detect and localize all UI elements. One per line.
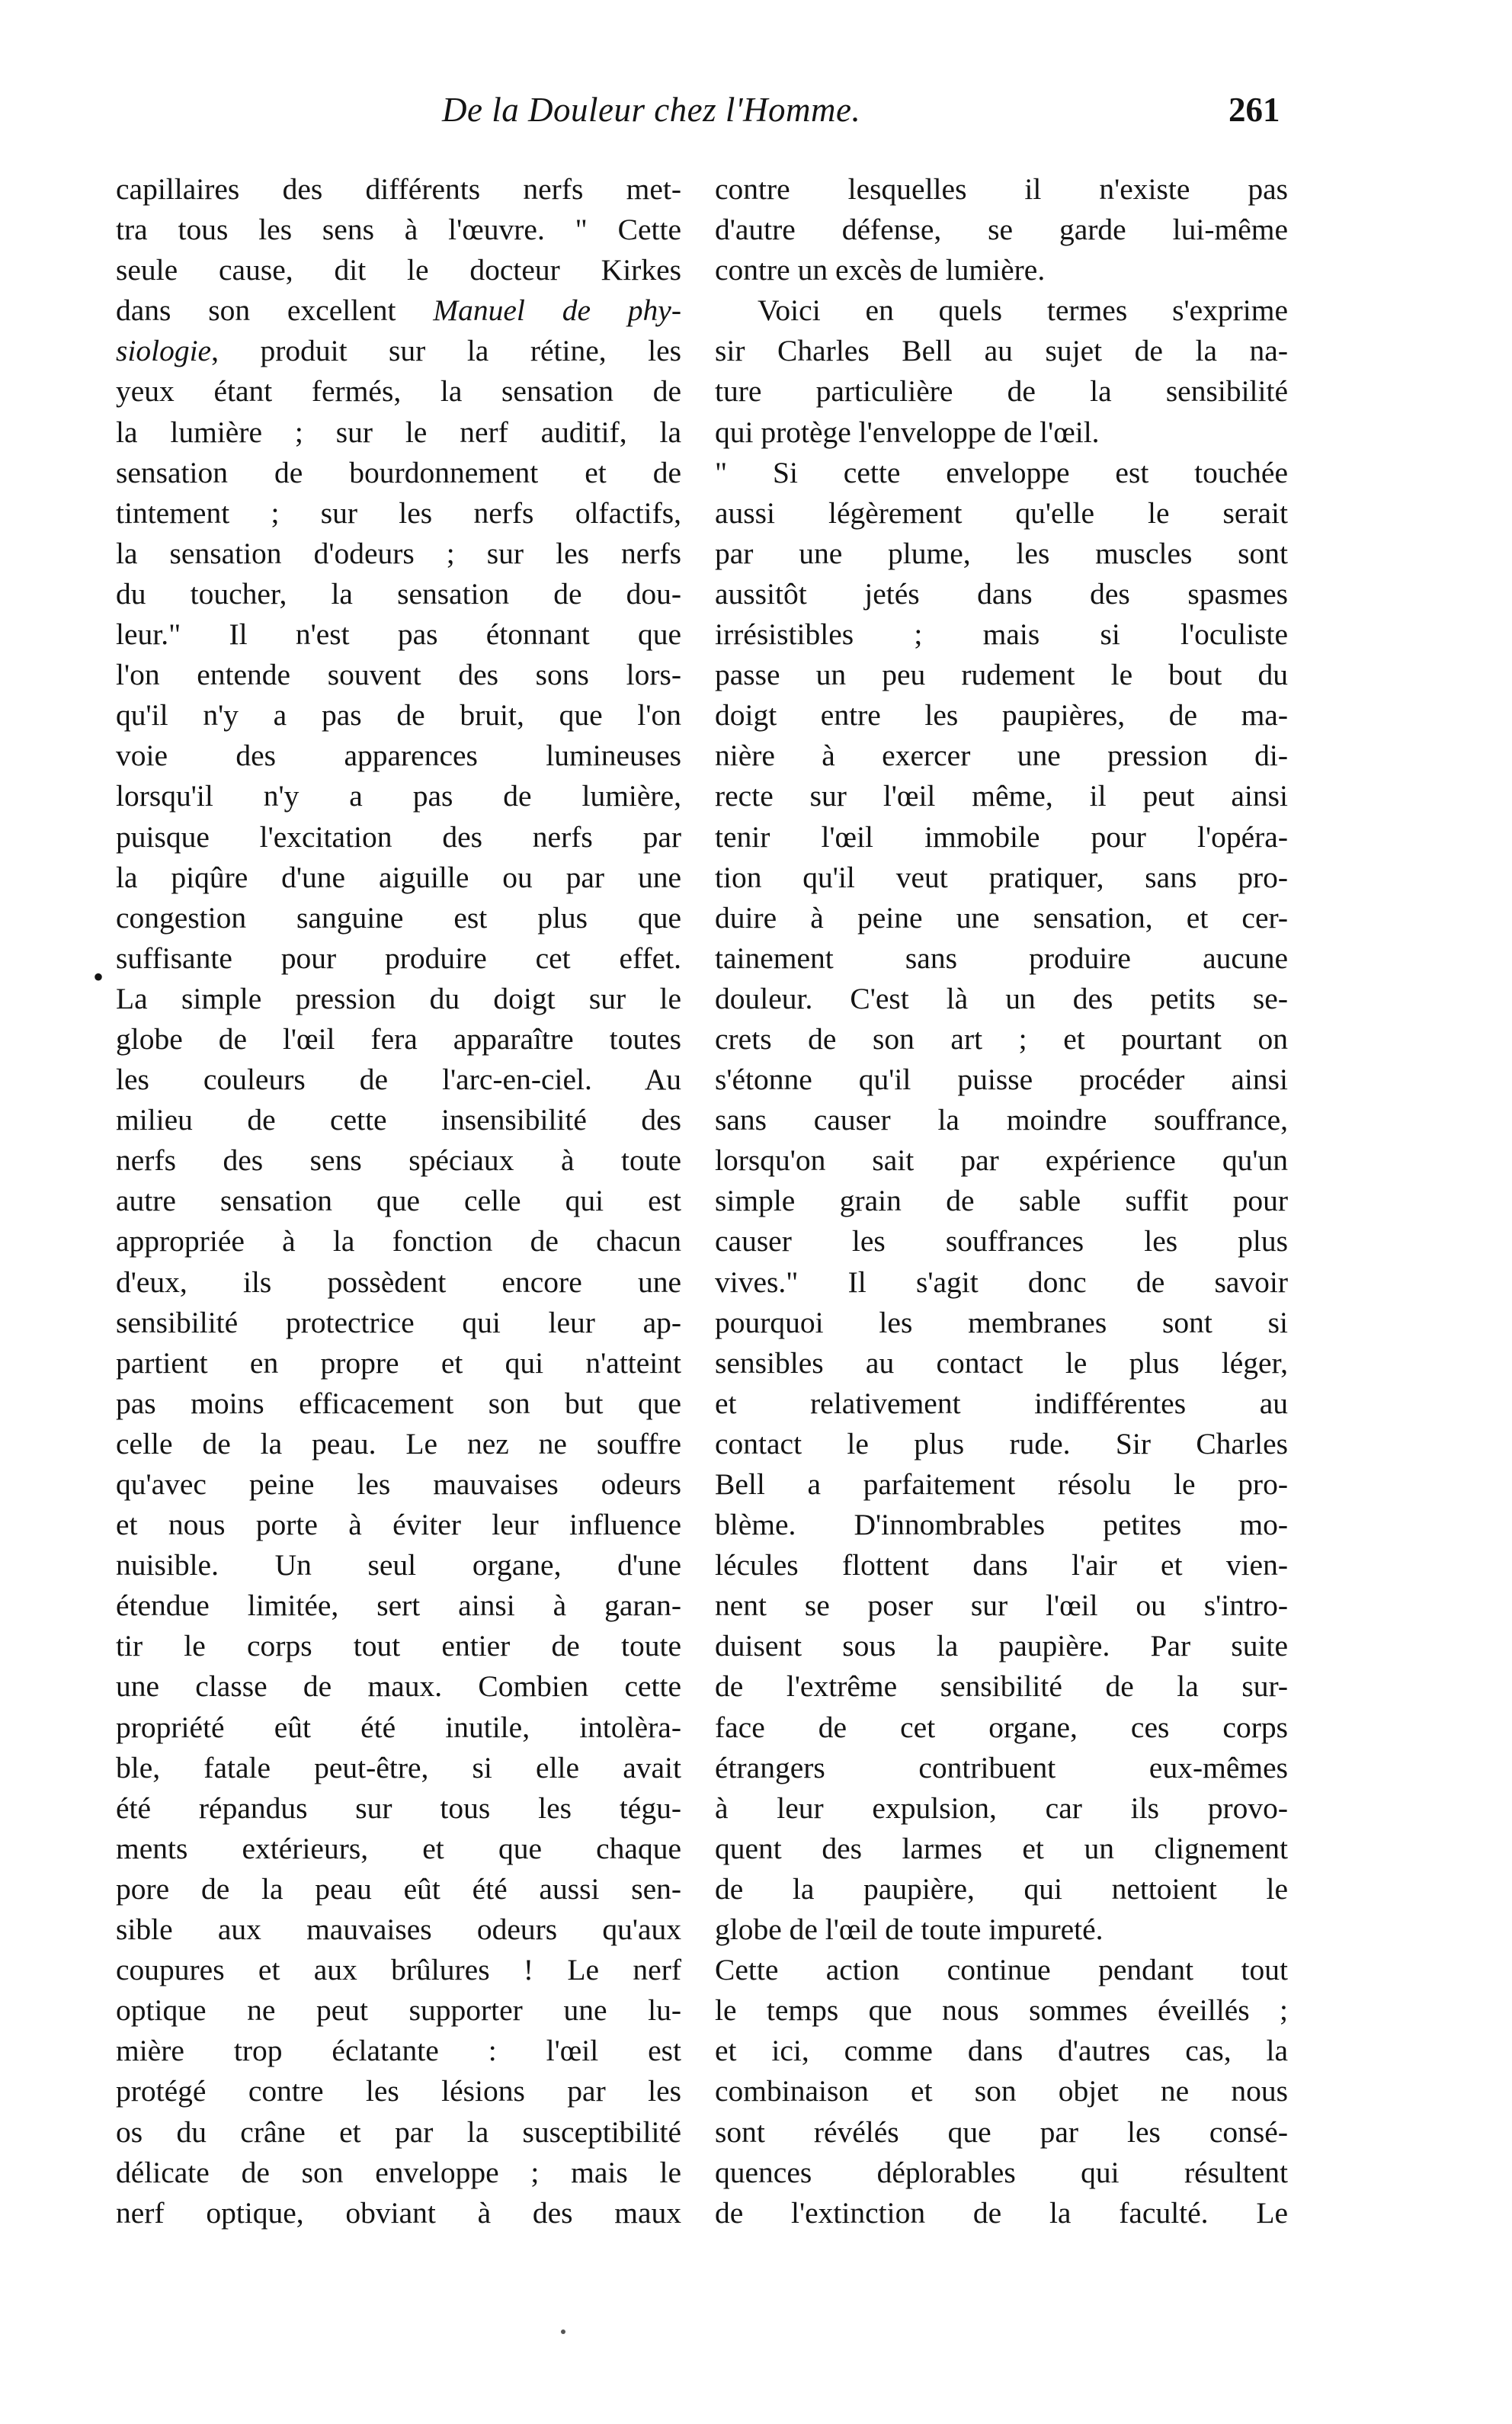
text-line: Cette action continue pendant tout — [715, 1953, 1288, 1987]
text-line: étendue limitée, sert ainsi à garan- — [116, 1589, 681, 1623]
text-line: nière à exercer une pression di- — [715, 739, 1288, 773]
text-line: nent se poser sur l'œil ou s'intro- — [715, 1589, 1288, 1623]
text-line: recte sur l'œil même, il peut ainsi — [715, 779, 1288, 813]
text-line — [116, 290, 681, 331]
text-run: dans son excellent — [116, 293, 434, 328]
text-line: une classe de maux. Combien cette — [116, 1669, 681, 1704]
text-line: globe de l'œil de toute impureté. — [715, 1913, 1104, 1947]
text-line: et nous porte à éviter leur influence — [116, 1508, 681, 1542]
text-line: duisent sous la paupière. Par suite — [715, 1629, 1288, 1663]
text-line: vives." Il s'agit donc de savoir — [715, 1265, 1288, 1299]
text-line: mière trop éclatante : l'œil est — [116, 2034, 681, 2068]
text-line: coupures et aux brûlures ! Le nerf — [116, 1953, 681, 1987]
text-line: contact le plus rude. Sir Charles — [715, 1426, 1288, 1460]
text-line: capillaires des différents nerfs met- — [116, 172, 681, 206]
text-line: Voici en quels termes s'exprime — [758, 293, 1288, 328]
text-line: qui protège l'enveloppe de l'œil. — [715, 415, 1100, 449]
text-line: propriété eût été inutile, intolèra- — [116, 1710, 681, 1744]
text-line: causer les souffrances les plus — [715, 1224, 1288, 1258]
text-line: quences déplorables qui résultent — [715, 2155, 1288, 2189]
text-line: simple grain de sable suffit pour — [715, 1184, 1288, 1218]
text-line: seule cause, dit le docteur Kirkes — [116, 253, 681, 287]
text-line: os du crâne et par la susceptibilité — [116, 2115, 681, 2149]
text-line: et ici, comme dans d'autres cas, la — [715, 2034, 1288, 2068]
text-line: sont révélés que par les consé- — [715, 2115, 1288, 2149]
text-line: du toucher, la sensation de dou- — [116, 576, 681, 611]
text-line: optique ne peut supporter une lu- — [116, 1993, 681, 2028]
text-line: sir Charles Bell au sujet de la na- — [715, 334, 1288, 368]
text-line: délicate de son enveloppe ; mais le — [116, 2155, 681, 2189]
text-run: Manuel de phy- — [433, 293, 681, 328]
text-line: lorsqu'on sait par expérience qu'un — [715, 1143, 1288, 1178]
page-number: 261 — [1228, 91, 1280, 129]
text-line: nerfs des sens spéciaux à toute — [116, 1143, 681, 1178]
text-line: de la paupière, qui nettoient le — [715, 1871, 1288, 1906]
ink-speck — [561, 2329, 565, 2334]
page-header — [0, 90, 1512, 151]
text-line: " Si cette enveloppe est touchée — [715, 455, 1288, 489]
text-line: par une plume, les muscles sont — [715, 536, 1288, 570]
text-line: suffisante pour produire cet effet. — [116, 941, 681, 975]
left-column — [116, 169, 681, 2233]
text-line: ble, fatale peut-être, si elle avait — [116, 1750, 681, 1784]
text-line: sensation de bourdonnement et de — [116, 455, 681, 489]
text-line: contre un excès de lumière. — [715, 253, 1046, 287]
text-line: doigt entre les paupières, de ma- — [715, 698, 1288, 733]
text-line: sans causer la moindre souffrance, — [715, 1103, 1288, 1137]
text-line: douleur. C'est là un des petits se- — [715, 981, 1288, 1015]
running-title: De la Douleur chez l'Homme. — [442, 91, 861, 129]
text-line: la piqûre d'une aiguille ou par une — [116, 860, 681, 894]
text-line: lécules flottent dans l'air et vien- — [715, 1548, 1288, 1582]
text-line: nuisible. Un seul organe, d'une — [116, 1548, 681, 1582]
text-line: contre lesquelles il n'existe pas — [715, 172, 1288, 206]
text-line: sensibles au contact le plus léger, — [715, 1345, 1288, 1380]
text-line: la lumière ; sur le nerf auditif, la — [116, 415, 681, 449]
margin-mark: • — [93, 960, 104, 994]
text-line: congestion sanguine est plus que — [116, 900, 681, 935]
text-line: l'on entende souvent des sons lors- — [116, 658, 681, 692]
text-line: ments extérieurs, et que chaque — [116, 1831, 681, 1865]
text-line: face de cet organe, ces corps — [715, 1710, 1288, 1744]
text-line: pore de la peau eût été aussi sen- — [116, 1871, 681, 1906]
text-line: sible aux mauvaises odeurs qu'aux — [116, 1913, 681, 1947]
text-line: les couleurs de l'arc-en-ciel. Au — [116, 1063, 681, 1097]
text-line: aussitôt jetés dans des spasmes — [715, 576, 1288, 611]
text-line: duire à peine une sensation, et cer- — [715, 900, 1288, 935]
text-line: Bell a parfaitement résolu le pro- — [715, 1467, 1288, 1501]
text-line: tir le corps tout entier de toute — [116, 1629, 681, 1663]
text-line: tra tous les sens à l'œuvre. " Cette — [116, 213, 681, 247]
text-line: qu'il n'y a pas de bruit, que l'on — [116, 698, 681, 733]
text-line: tenir l'œil immobile pour l'opéra- — [715, 819, 1288, 854]
text-run: siologie — [116, 334, 212, 368]
text-line: combinaison et son objet ne nous — [715, 2074, 1288, 2108]
text-line: nerf optique, obviant à des maux — [116, 2195, 681, 2230]
text-line: crets de son art ; et pourtant on — [715, 1021, 1288, 1056]
text-line: partient en propre et qui n'atteint — [116, 1345, 681, 1380]
text-line: protégé contre les lésions par les — [116, 2074, 681, 2108]
text-line: lorsqu'il n'y a pas de lumière, — [116, 779, 681, 813]
text-line: quent des larmes et un clignement — [715, 1831, 1288, 1865]
text-line: tainement sans produire aucune — [715, 941, 1288, 975]
text-line: à leur expulsion, car ils provo- — [715, 1791, 1288, 1825]
text-line: appropriée à la fonction de chacun — [116, 1224, 681, 1258]
text-line: yeux étant fermés, la sensation de — [116, 374, 681, 409]
right-column — [715, 169, 1288, 2233]
text-line: aussi légèrement qu'elle le serait — [715, 495, 1288, 530]
text-line: leur." Il n'est pas étonnant que — [116, 617, 681, 652]
text-line: d'eux, ils possèdent encore une — [116, 1265, 681, 1299]
text-line: blème. D'innombrables petites mo- — [715, 1508, 1288, 1542]
text-line: celle de la peau. Le nez ne souffre — [116, 1426, 681, 1460]
text-line: voie des apparences lumineuses — [116, 739, 681, 773]
text-line: le temps que nous sommes éveillés ; — [715, 1993, 1288, 2028]
text-line: milieu de cette insensibilité des — [116, 1103, 681, 1137]
text-line: tion qu'il veut pratiquer, sans pro- — [715, 860, 1288, 894]
text-line: de l'extrême sensibilité de la sur- — [715, 1669, 1288, 1704]
text-line: étrangers contribuent eux-mêmes — [715, 1750, 1288, 1784]
text-line: de l'extinction de la faculté. Le — [715, 2195, 1288, 2230]
text-line: irrésistibles ; mais si l'oculiste — [715, 617, 1288, 652]
text-line: ture particulière de la sensibilité — [715, 374, 1288, 409]
text-line: qu'avec peine les mauvaises odeurs — [116, 1467, 681, 1501]
text-line: sensibilité protectrice qui leur ap- — [116, 1305, 681, 1339]
text-line: d'autre défense, se garde lui-même — [715, 213, 1288, 247]
text-line: tintement ; sur les nerfs olfactifs, — [116, 495, 681, 530]
text-line: passe un peu rudement le bout du — [715, 658, 1288, 692]
text-line: pourquoi les membranes sont si — [715, 1305, 1288, 1339]
text-line: globe de l'œil fera apparaître toutes — [116, 1021, 681, 1056]
text-line: et relativement indifférentes au — [715, 1386, 1288, 1420]
text-line: La simple pression du doigt sur le — [116, 981, 681, 1015]
text-run: , produit sur la rétine, les — [211, 334, 681, 368]
text-line: été répandus sur tous les tégu- — [116, 1791, 681, 1825]
text-line: la sensation d'odeurs ; sur les nerfs — [116, 536, 681, 570]
text-line: autre sensation que celle qui est — [116, 1184, 681, 1218]
text-line: puisque l'excitation des nerfs par — [116, 819, 681, 854]
text-line: s'étonne qu'il puisse procéder ainsi — [715, 1063, 1288, 1097]
text-line — [116, 331, 681, 371]
text-line: pas moins efficacement son but que — [116, 1386, 681, 1420]
